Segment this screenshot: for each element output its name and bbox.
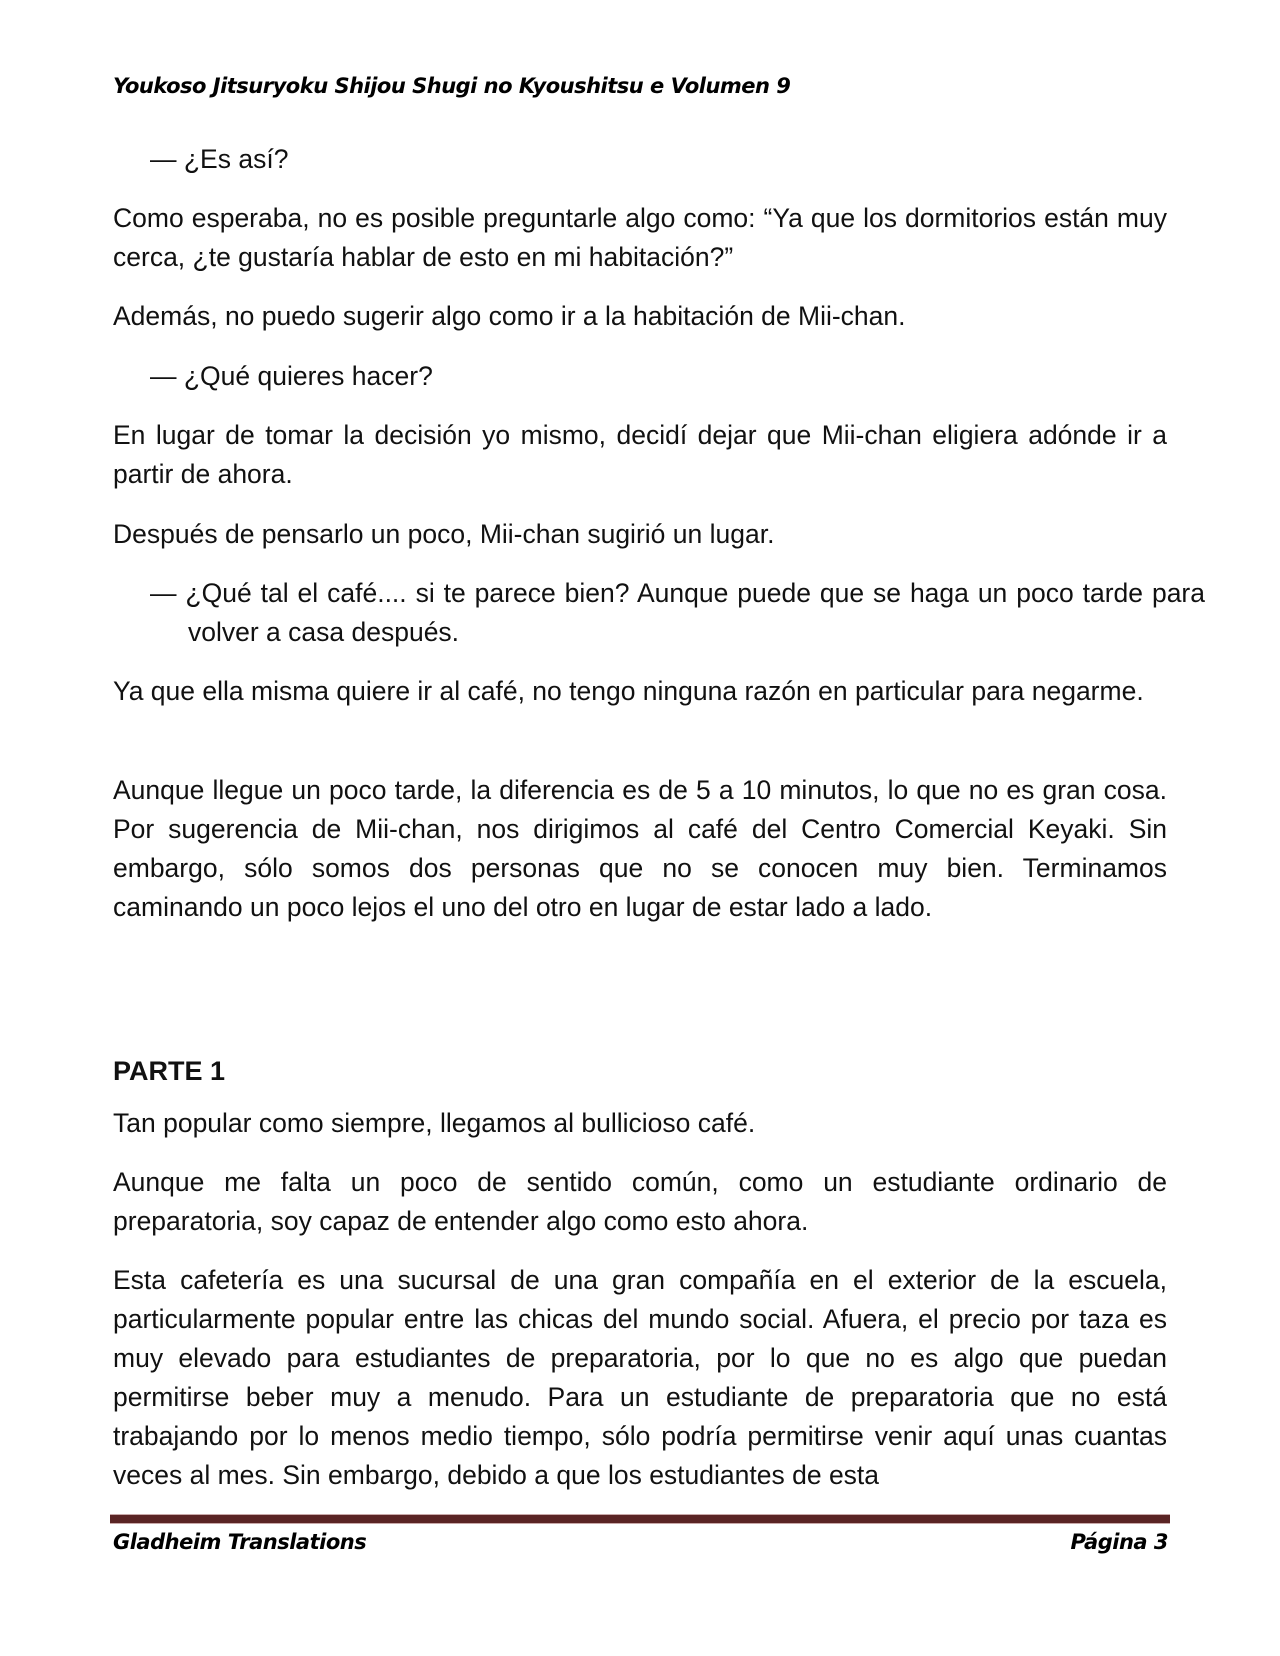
paragraph: Aunque me falta un poco de sentido común, como un estudiante ordinario de preparatoria, soy capaz de entender algo como esto ahora. (113, 1167, 1167, 1236)
section-heading: PARTE 1 (113, 1056, 226, 1086)
dialogue-line: — ¿Qué tal el café.... si te parece bien? Aunque puede que se haga un poco tarde para volver a casa después. (150, 578, 1205, 647)
footer-page-number: Página 3 (1070, 1530, 1168, 1554)
footer-translator: Gladheim Translations (113, 1530, 367, 1554)
paragraph: Aunque llegue un poco tarde, la diferencia es de 5 a 10 minutos, lo que no es gran cosa. Por sugerencia de Mii-chan, nos dirigimos al café del Centro Comercial Keyaki. Sin embargo, sólo somos dos personas que no se conocen muy bien. Terminamos caminando un poco lejos el uno del otro en lugar de estar lado a lado. (113, 775, 1167, 922)
dialogue-line: — ¿Qué quieres hacer? (150, 361, 433, 391)
paragraph: Ya que ella misma quiere ir al café, no tengo ninguna razón en particular para negarme. (113, 676, 1144, 706)
paragraph: En lugar de tomar la decisión yo mismo, decidí dejar que Mii-chan eligiera adónde ir a partir de ahora. (113, 420, 1167, 489)
paragraph: Como esperaba, no es posible preguntarle algo como: “Ya que los dormitorios están muy cerca, ¿te gustaría hablar de esto en mi habitación?” (113, 203, 1167, 272)
paragraph: Esta cafetería es una sucursal de una gran compañía en el exterior de la escuela, particularmente popular entre las chicas del mundo social. Afuera, el precio por taza es muy elevado para estudiantes de preparatoria, por lo que no es algo que puedan permitirse beber muy a menudo. Para un estudiante de preparatoria que no está trabajando por lo menos medio tiempo, sólo podría permitirse venir aquí unas cuantas veces al mes. Sin embargo, debido a que los estudiantes de esta (113, 1265, 1167, 1490)
dialogue-line: — ¿Es así? (150, 144, 289, 174)
paragraph: Además, no puedo sugerir algo como ir a la habitación de Mii-chan. (113, 301, 906, 331)
running-header: Youkoso Jitsuryoku Shijou Shugi no Kyoushitsu e Volumen 9 (113, 74, 791, 98)
footer-rule (110, 1514, 1170, 1524)
paragraph: Tan popular como siempre, llegamos al bullicioso café. (113, 1108, 756, 1138)
paragraph: Después de pensarlo un poco, Mii-chan sugirió un lugar. (113, 519, 775, 549)
